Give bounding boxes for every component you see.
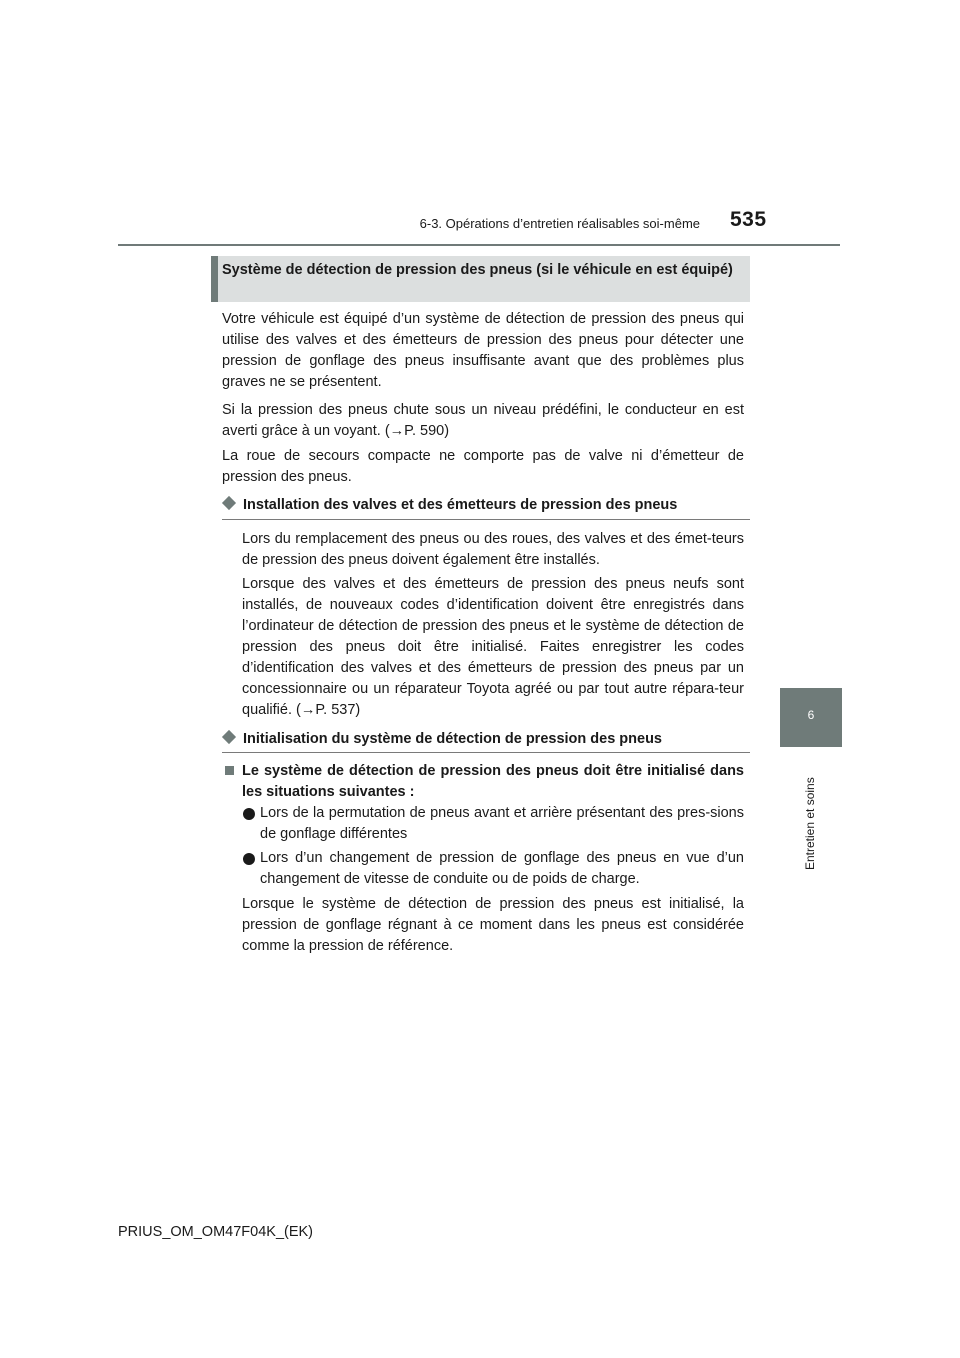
initialisation-paragraph: Lorsque le système de détection de pression des pneus est initialisé, la pression de gonflage régnant à ce moment dans les pneus est considérée comme la pression de référence.	[242, 896, 744, 954]
spare-tire-paragraph: La roue de secours compacte ne comporte pas de valve ni d’émetteur de pression des pneus.	[222, 448, 744, 485]
installation-heading-text: Installation des valves et des émetteurs de pression des pneus	[243, 497, 678, 513]
installation-heading-rule	[222, 519, 750, 520]
initialisation-sub-heading: Le système de détection de pression des pneus doit être initialisé dans les situations suivantes :	[242, 763, 744, 800]
installation-paragraph-1: Lors du remplacement des pneus ou des roues, des valves et des émet-teurs de pression des pneus doivent également être installés.	[242, 531, 744, 568]
installation-paragraph-2: Lorsque des valves et des émetteurs de pression des pneus neufs sont installés, de nouveaux codes d’identification doivent être enregistrés dans l’ordinateur de détection de pression des pneus et le système de détection de pression des pneus doit être initialisé. Faites enregistrer les codes d’identification des valves et des émetteurs de pression des pneus par un concessionnaire ou un réparateur Toyota agréé ou par tout autre répara-teur qualifié. (→P. 537)	[242, 576, 744, 718]
intro-paragraph: Votre véhicule est équipé d’un système de détection de pression des pneus qui utilise des valves et des émetteurs de pression des pneus pour détecter une pression de gonflage des pneus insuffisante avant que des problèmes plus graves ne se présentent.	[222, 311, 744, 390]
section-title: Système de détection de pression des pneus (si le véhicule en est équipé)	[222, 262, 733, 278]
chapter-side-label	[803, 752, 819, 872]
round-bullet-icon	[243, 853, 255, 865]
square-bullet-icon	[225, 766, 234, 775]
chapter-label-text: Entretien et soins	[803, 777, 817, 870]
initialisation-heading-text: Initialisation du système de détection de pression des pneus	[243, 731, 662, 747]
diamond-bullet-icon	[222, 730, 236, 744]
round-bullet-icon	[243, 808, 255, 820]
chapter-number: 6	[807, 708, 815, 722]
initialisation-bullet-2: Lors d’un changement de pression de gonflage des pneus en vue d’un changement de vitesse de conduite ou de poids de charge.	[260, 850, 744, 887]
installation-heading	[222, 497, 677, 513]
footer-document-code: PRIUS_OM_OM47F04K_(EK)	[118, 1224, 314, 1240]
warning-paragraph: Si la pression des pneus chute sous un niveau prédéfini, le conducteur en est averti grâce à un voyant. (→P. 590)	[222, 402, 744, 439]
initialisation-heading-rule	[222, 752, 750, 753]
diamond-bullet-icon	[222, 496, 236, 510]
header-divider	[118, 244, 840, 246]
page-number: 535	[730, 208, 767, 231]
initialisation-bullet-1: Lors de la permutation de pneus avant et arrière présentant des pres-sions de gonflage différentes	[260, 805, 744, 842]
header-section-title: 6-3. Opérations d’entretien réalisables soi-même	[419, 216, 700, 231]
initialisation-heading	[222, 731, 662, 747]
